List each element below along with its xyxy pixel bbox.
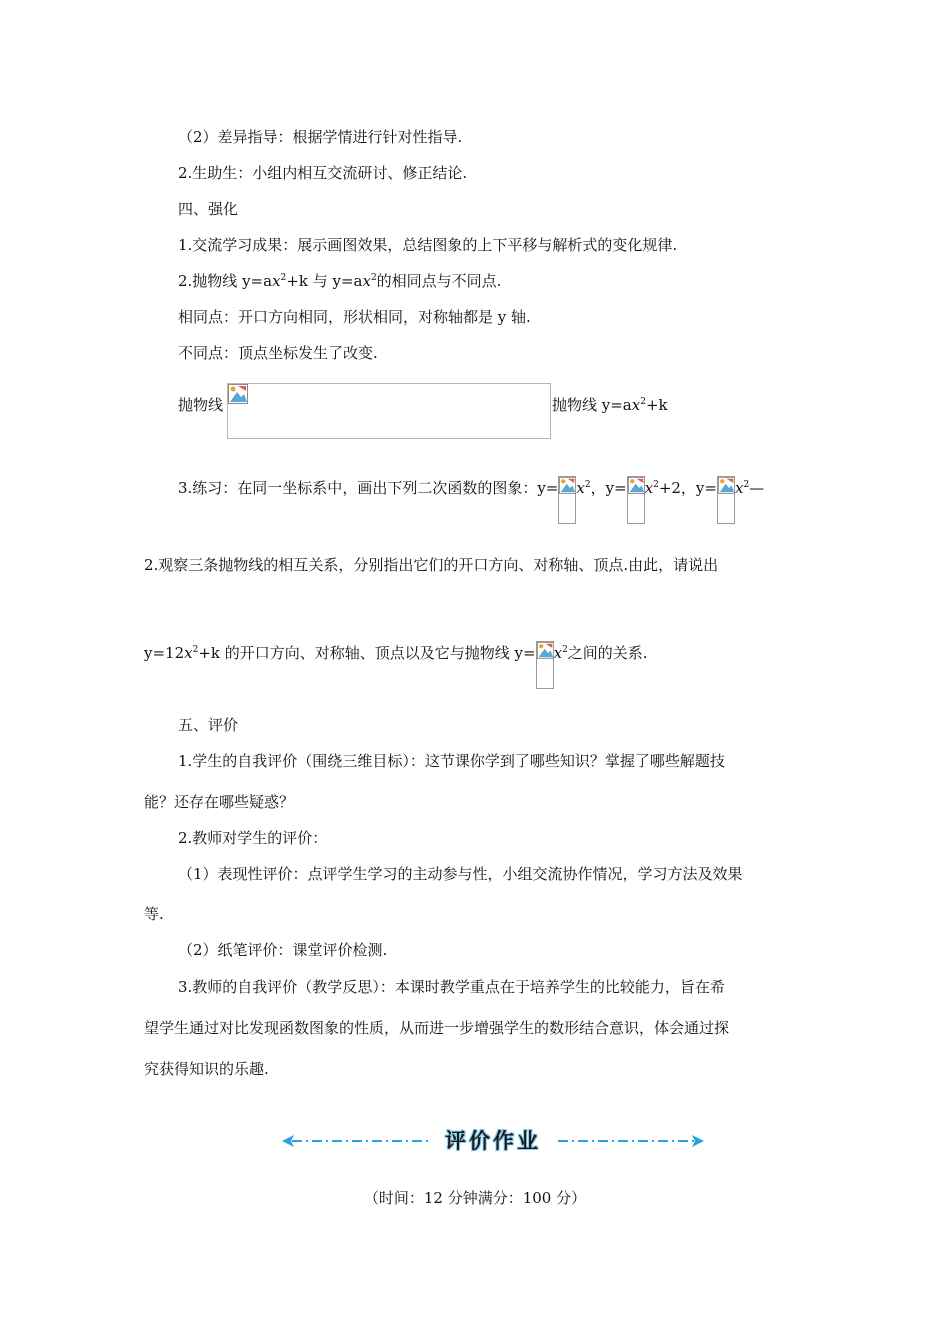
superscript: 2	[743, 480, 750, 490]
paragraph-different-points: 不同点：顶点坐标发生了改变.	[178, 344, 378, 362]
paragraph-teacher-reflection-end: 究获得知识的乐趣.	[144, 1060, 269, 1078]
missing-image-frame	[227, 383, 551, 439]
broken-image-icon	[228, 384, 248, 404]
missing-image-frame	[627, 476, 645, 524]
paragraph-teacher-evaluation: 2.教师对学生的评价：	[178, 829, 328, 847]
text: +k 与 y=a	[286, 272, 363, 290]
superscript: 2	[370, 273, 377, 283]
var-x: x	[553, 644, 563, 662]
broken-image-icon	[628, 477, 645, 494]
var-x: x	[631, 396, 641, 414]
var-x: x	[272, 272, 281, 290]
text: +2，y=	[658, 479, 717, 497]
time-score-note: （时间：12 分钟满分：100 分）	[363, 1189, 587, 1207]
missing-image-frame	[536, 641, 554, 689]
superscript: 2	[653, 480, 659, 490]
broken-image-icon	[718, 477, 735, 494]
paragraph-performance-evaluation-cont: 等.	[144, 905, 164, 923]
var-x: x	[644, 479, 654, 497]
text: +k	[645, 396, 668, 414]
text: 之间的关系.	[567, 644, 648, 662]
text: 的相同点与不同点.	[376, 272, 502, 290]
text: y=12	[144, 644, 185, 662]
broken-image-icon	[559, 477, 576, 494]
paragraph-self-evaluation-cont: 能？还存在哪些疑惑？	[144, 793, 295, 811]
var-x: x	[184, 644, 193, 662]
text: 抛物线 y=a	[552, 396, 632, 414]
paragraph-performance-evaluation: （1）表现性评价：点评学生学习的主动参与性，小组交流协作情况，学习方法及效果	[178, 865, 743, 883]
label-parabola-left: 抛物线	[178, 396, 224, 414]
paragraph-written-evaluation: （2）纸笔评价：课堂评价检测.	[178, 941, 388, 959]
section-heading-evaluation: 五、评价	[178, 716, 239, 734]
paragraph-peer-help: 2.生助生：小组内相互交流研讨、修正结论.	[178, 164, 468, 182]
paragraph-same-points: 相同点：开口方向相同，形状相同，对称轴都是 y 轴.	[178, 308, 531, 326]
paragraph-teacher-reflection: 3.教师的自我评价（教学反思）：本课时教学重点在于培养学生的比较能力，旨在希	[178, 978, 725, 996]
paragraph-relation	[144, 643, 648, 689]
missing-image-frame	[558, 476, 576, 524]
paragraph-differentiated-guidance: （2）差异指导：根据学情进行针对性指导.	[178, 128, 463, 146]
superscript: 2	[192, 645, 199, 655]
superscript: 2	[584, 480, 591, 490]
banner-arrow-right-icon	[556, 1125, 706, 1157]
text: 2.抛物线 y=a	[178, 272, 273, 290]
text: ，y=	[590, 479, 627, 497]
section-heading-reinforce: 四、强化	[178, 200, 239, 218]
var-x: x	[362, 272, 371, 290]
var-x: x	[576, 479, 585, 497]
banner-arrow-left-icon	[280, 1125, 430, 1157]
paragraph-self-evaluation: 1.学生的自我评价（围绕三维目标）：这节课你学到了哪些知识？掌握了哪些解题技	[178, 752, 725, 770]
superscript: 2	[562, 645, 568, 655]
paragraph-share-results: 1.交流学习成果：展示画图效果，总结图象的上下平移与解析式的变化规律.	[178, 236, 678, 254]
var-x: x	[734, 479, 744, 497]
paragraph-observe-parabolas: 2.观察三条抛物线的相互关系，分别指出它们的开口方向、对称轴、顶点.由此，请说出	[144, 556, 719, 574]
superscript: 2	[280, 273, 287, 283]
broken-image-icon	[537, 642, 554, 659]
homework-banner	[280, 1125, 706, 1157]
paragraph-compare-parabolas	[178, 271, 501, 291]
missing-image-frame	[717, 476, 735, 524]
text: —	[749, 479, 765, 497]
paragraph-exercise	[178, 478, 764, 524]
paragraph-teacher-reflection-cont: 望学生通过对比发现函数图象的性质，从而进一步增强学生的数形结合意识，体会通过探	[144, 1019, 730, 1037]
superscript: 2	[640, 397, 646, 407]
text: 3.练习：在同一坐标系中，画出下列二次函数的图象：y=	[178, 479, 559, 497]
text: +k 的开口方向、对称轴、顶点以及它与抛物线 y=	[198, 644, 536, 662]
banner-title: 评价作业	[445, 1129, 541, 1153]
label-parabola-right	[552, 395, 668, 415]
